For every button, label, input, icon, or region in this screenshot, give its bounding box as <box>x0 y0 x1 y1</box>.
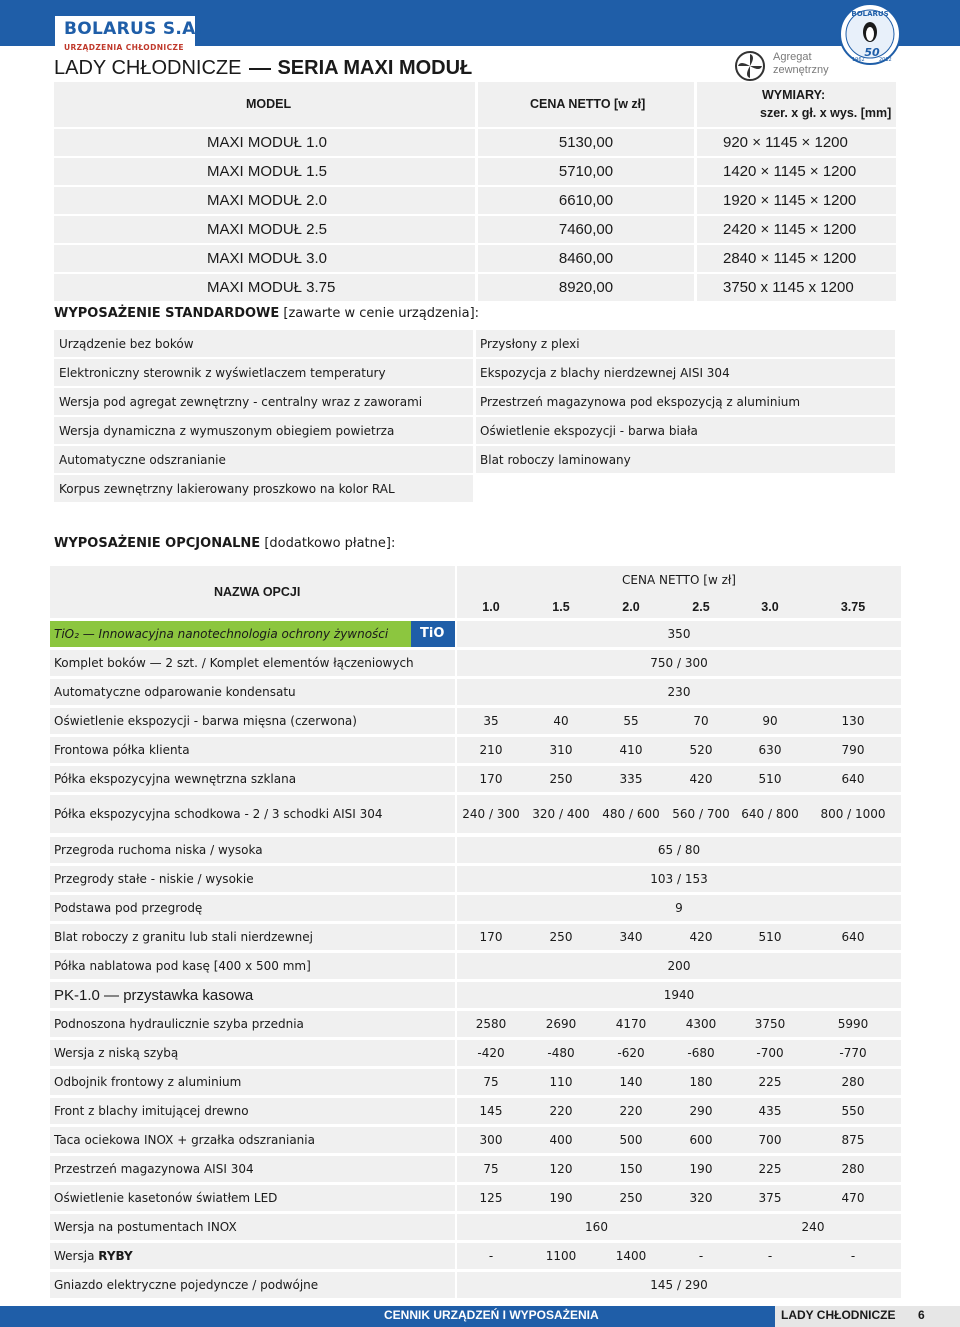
option-price: 350 <box>667 627 691 641</box>
standard-heading <box>54 306 479 321</box>
option-price: 280 <box>841 1162 865 1176</box>
option-price: 40 <box>553 714 569 728</box>
standard-right-item: Przysłony z plexi <box>480 337 580 351</box>
company-name: BOLARUS S.A. <box>64 19 203 39</box>
option-price: 75 <box>483 1075 499 1089</box>
option-price: 1100 <box>545 1249 577 1263</box>
option-price: 190 <box>689 1162 713 1176</box>
option-price: 550 <box>841 1104 865 1118</box>
option-name: Podstawa pod przegrodę <box>54 901 203 915</box>
standard-left-item: Wersja dynamiczna z wymuszonym obiegiem powietrza <box>59 424 395 438</box>
option-price: 290 <box>689 1104 713 1118</box>
option-price: 200 <box>667 959 691 973</box>
option-name: Gniazdo elektryczne pojedyncze / podwójne <box>54 1278 319 1292</box>
price-header: CENA NETTO [w zł] <box>530 97 646 111</box>
option-price: - <box>767 1249 773 1263</box>
option-price: 55 <box>623 714 639 728</box>
agregat-label-2: zewnętrzny <box>773 64 829 76</box>
option-price: 180 <box>689 1075 713 1089</box>
option-name: Blat roboczy z granitu lub stali nierdzewnej <box>54 930 313 944</box>
option-price: 4170 <box>615 1017 647 1031</box>
optional-heading <box>54 536 395 551</box>
option-price: 640 <box>841 772 865 786</box>
option-price: 110 <box>549 1075 573 1089</box>
footer-title: CENNIK URZĄDZEŃ I WYPOSAŻENIA <box>384 1308 599 1322</box>
company-tagline: URZĄDZENIA CHŁODNICZE <box>64 43 184 52</box>
standard-right-item: Oświetlenie ekspozycji - barwa biała <box>480 424 698 438</box>
model-price: 7460,00 <box>558 221 614 238</box>
option-price: 145 <box>479 1104 503 1118</box>
option-name: PK-1.0 — przystawka kasowa <box>54 987 254 1004</box>
tio-logo-icon <box>411 621 455 647</box>
standard-heading-bold: WYPOSAŻENIE STANDARDOWE <box>54 306 280 321</box>
badge-to: 2012 <box>879 57 892 63</box>
option-price: 90 <box>762 714 778 728</box>
model-name: MAXI MODUŁ 2.5 <box>207 221 328 238</box>
option-price: 320 / 400 <box>532 807 590 821</box>
option-price: 600 <box>689 1133 713 1147</box>
page-title <box>54 57 472 80</box>
option-price: 320 <box>689 1191 713 1205</box>
option-price: 1940 <box>663 988 695 1002</box>
option-price: 800 / 1000 <box>820 807 886 821</box>
option-price: 4300 <box>685 1017 717 1031</box>
option-name: Wersja RYBY <box>54 1249 133 1263</box>
option-name: Front z blachy imitującej drewno <box>54 1104 249 1118</box>
option-price: 420 <box>689 930 713 944</box>
option-name: Oświetlenie kasetonów światłem LED <box>54 1191 278 1205</box>
option-name: Frontowa półka klienta <box>54 743 190 757</box>
option-price: 225 <box>758 1075 782 1089</box>
dims-header-2: szer. x gł. x wys. [mm] <box>760 106 892 120</box>
option-price: 310 <box>549 743 573 757</box>
option-price: 170 <box>479 772 503 786</box>
page-title-series: SERIA MAXI MODUŁ <box>277 57 473 79</box>
fan-icon <box>734 50 766 82</box>
size-header: 1.5 <box>552 600 570 614</box>
option-price: 140 <box>619 1075 643 1089</box>
option-price: 103 / 153 <box>650 872 708 886</box>
model-name: MAXI MODUŁ 2.0 <box>207 192 328 209</box>
option-price: 9 <box>675 901 683 915</box>
model-dims: 3750 x 1145 x 1200 <box>723 279 854 296</box>
option-price: 470 <box>841 1191 865 1205</box>
option-price: 190 <box>549 1191 573 1205</box>
model-name: MAXI MODUŁ 3.0 <box>207 250 328 267</box>
option-price: 125 <box>479 1191 503 1205</box>
dims-header-1: WYMIARY: <box>762 88 826 102</box>
option-price: 375 <box>758 1191 782 1205</box>
model-name: MAXI MODUŁ 3.75 <box>207 279 336 296</box>
option-name: Odbojnik frontowy z aluminium <box>54 1075 242 1089</box>
option-price: - <box>698 1249 704 1263</box>
option-price: 560 / 700 <box>672 807 730 821</box>
option-price: 5990 <box>837 1017 869 1031</box>
size-header: 2.0 <box>622 600 640 614</box>
option-name: Półka ekspozycyjna schodkowa - 2 / 3 schodki AISI 304 <box>54 807 383 821</box>
option-price: 120 <box>549 1162 573 1176</box>
option-name: Wersja na postumentach INOX <box>54 1220 237 1234</box>
footer-section: LADY CHŁODNICZE <box>781 1308 896 1322</box>
option-name: Przegrody stałe - niskie / wysokie <box>54 872 254 886</box>
option-price: 240 / 300 <box>462 807 520 821</box>
option-price: 130 <box>841 714 865 728</box>
option-price: -770 <box>839 1046 867 1060</box>
option-price: - <box>488 1249 494 1263</box>
option-name: Automatyczne odparowanie kondensatu <box>54 685 296 699</box>
option-price: 750 / 300 <box>650 656 708 670</box>
option-name: TiO₂ — Innowacyjna nanotechnologia ochrony żywności <box>54 627 389 641</box>
option-price: 230 <box>667 685 691 699</box>
option-price: 700 <box>758 1133 782 1147</box>
model-dims: 1420 × 1145 × 1200 <box>723 163 857 180</box>
option-price: 75 <box>483 1162 499 1176</box>
option-price: 210 <box>479 743 503 757</box>
option-price: 2690 <box>545 1017 577 1031</box>
standard-left-item: Automatyczne odszranianie <box>59 453 226 467</box>
option-price: 875 <box>841 1133 865 1147</box>
page-number: 6 <box>918 1308 925 1322</box>
model-price: 8920,00 <box>558 279 614 296</box>
size-header: 1.0 <box>482 600 500 614</box>
size-header: 2.5 <box>692 600 710 614</box>
option-price: 420 <box>689 772 713 786</box>
option-name: Komplet boków — 2 szt. / Komplet elementów łączeniowych <box>54 656 414 670</box>
model-header: MODEL <box>246 97 292 111</box>
model-price: 8460,00 <box>558 250 614 267</box>
option-price: - <box>850 1249 856 1263</box>
option-price: 170 <box>479 930 503 944</box>
optional-heading-bold: WYPOSAŻENIE OPCJONALNE <box>54 536 261 551</box>
option-price: 510 <box>758 772 782 786</box>
option-price: 480 / 600 <box>602 807 660 821</box>
option-name: Wersja z niską szybą <box>54 1046 179 1060</box>
option-price: -700 <box>756 1046 784 1060</box>
model-name: MAXI MODUŁ 1.5 <box>207 163 328 180</box>
anniversary-badge-icon <box>837 2 903 66</box>
standard-right-item: Ekspozycja z blachy nierdzewnej AISI 304 <box>480 366 730 380</box>
option-price: 630 <box>758 743 782 757</box>
option-price: -420 <box>477 1046 505 1060</box>
option-price: 435 <box>758 1104 782 1118</box>
page-title-main: LADY CHŁODNICZE <box>54 57 242 79</box>
option-price: 240 <box>801 1220 825 1234</box>
model-dims: 1920 × 1145 × 1200 <box>723 192 857 209</box>
option-price: 250 <box>549 772 573 786</box>
option-price: 160 <box>585 1220 608 1234</box>
model-price: 6610,00 <box>558 192 614 209</box>
option-price: 500 <box>619 1133 643 1147</box>
option-price: 340 <box>619 930 643 944</box>
standard-left-item: Elektroniczny sterownik z wyświetlaczem temperatury <box>59 366 386 380</box>
option-price: 70 <box>693 714 709 728</box>
option-price: 250 <box>619 1191 643 1205</box>
option-price: 335 <box>619 772 643 786</box>
option-price: 410 <box>619 743 643 757</box>
size-header: 3.75 <box>840 600 866 614</box>
badge-from: 1962 <box>852 57 865 63</box>
standard-left-item: Korpus zewnętrzny lakierowany proszkowo na kolor RAL <box>59 482 395 496</box>
option-price: -680 <box>687 1046 715 1060</box>
option-price: 220 <box>549 1104 573 1118</box>
option-price: 220 <box>619 1104 643 1118</box>
option-name-header: NAZWA OPCJI <box>214 585 301 599</box>
option-name: Półka nablatowa pod kasę [400 x 500 mm] <box>54 959 311 973</box>
optional-heading-rest: [dodatkowo płatne]: <box>260 536 396 551</box>
tio-logo-text: TiO <box>420 626 445 641</box>
option-name: Przestrzeń magazynowa AISI 304 <box>54 1162 254 1176</box>
standard-heading-rest: [zawarte w cenie urządzenia]: <box>279 306 480 321</box>
option-name: Przegroda ruchoma niska / wysoka <box>54 843 263 857</box>
model-price: 5130,00 <box>558 134 614 151</box>
option-price: 640 <box>841 930 865 944</box>
option-price: 3750 <box>754 1017 786 1031</box>
option-name: Taca ociekowa INOX + grzałka odszraniania <box>54 1133 315 1147</box>
price-header: CENA NETTO [w zł] <box>622 573 736 587</box>
external-unit-mark <box>734 48 834 82</box>
option-price: -620 <box>617 1046 645 1060</box>
option-price: 520 <box>689 743 713 757</box>
size-header: 3.0 <box>761 600 779 614</box>
option-name: Oświetlenie ekspozycji - barwa mięsna (czerwona) <box>54 714 357 728</box>
standard-right-item: Przestrzeń magazynowa pod ekspozycją z aluminium <box>480 395 801 409</box>
option-price: 510 <box>758 930 782 944</box>
model-price: 5710,00 <box>558 163 614 180</box>
option-price: 35 <box>483 714 499 728</box>
option-price: 65 / 80 <box>657 843 701 857</box>
option-price: -480 <box>547 1046 575 1060</box>
model-dims: 920 × 1145 × 1200 <box>723 134 848 151</box>
option-price: 790 <box>841 743 865 757</box>
option-price: 400 <box>549 1133 573 1147</box>
option-price: 640 / 800 <box>741 807 799 821</box>
standard-right-item: Blat roboczy laminowany <box>480 453 631 467</box>
model-name: MAXI MODUŁ 1.0 <box>207 134 328 151</box>
option-name: Półka ekspozycyjna wewnętrzna szklana <box>54 772 297 786</box>
option-price: 150 <box>619 1162 643 1176</box>
option-price: 300 <box>479 1133 503 1147</box>
option-name: Podnoszona hydraulicznie szyba przednia <box>54 1017 304 1031</box>
badge-years: 50 <box>864 46 880 59</box>
model-dims: 2840 × 1145 × 1200 <box>723 250 857 267</box>
badge-brand: BOLARUS <box>851 10 889 18</box>
option-price: 280 <box>841 1075 865 1089</box>
option-price: 1400 <box>615 1249 647 1263</box>
standard-left-item: Wersja pod agregat zewnętrzny - centralny wraz z zaworami <box>59 395 423 409</box>
model-dims: 2420 × 1145 × 1200 <box>723 221 857 238</box>
option-price: 250 <box>549 930 573 944</box>
option-price: 225 <box>758 1162 782 1176</box>
agregat-label-1: Agregat <box>773 51 812 63</box>
option-price: 2580 <box>475 1017 507 1031</box>
title-separator <box>249 68 271 70</box>
standard-left-item: Urządzenie bez boków <box>59 337 194 351</box>
option-price: 145 / 290 <box>650 1278 708 1292</box>
